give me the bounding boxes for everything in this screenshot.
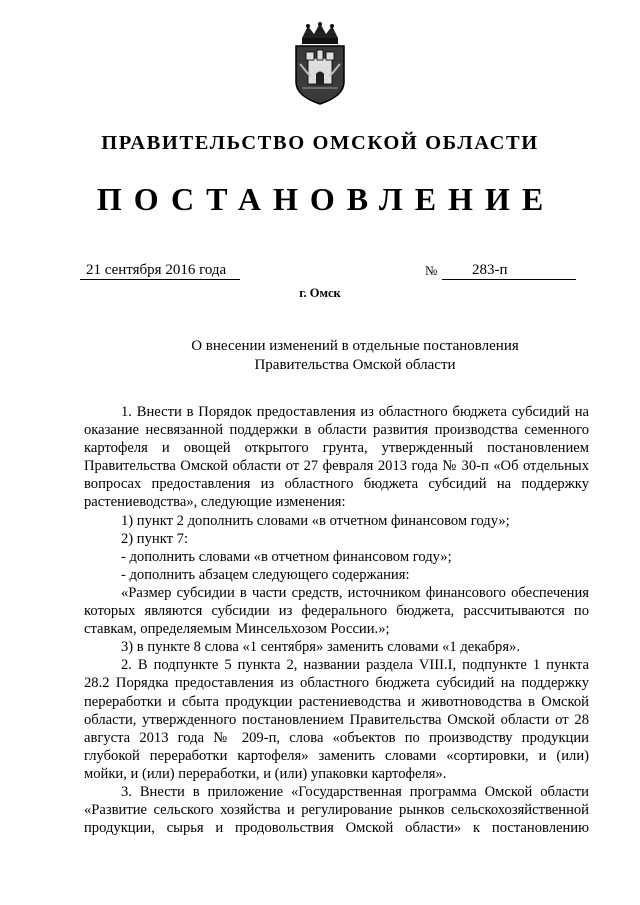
decree-number: 283-п [472,262,508,278]
city-label: г. Омск [299,286,341,300]
paragraph: - дополнить абзацем следующего содержания: [121,566,410,583]
date-underline [80,279,240,280]
paragraph: 3) в пункте 8 слова «1 сентября» заменить словами «1 декабря». [121,639,521,656]
paragraph: 3. Внести в приложение «Государственная программа Омской области «Развитие сельского хозяйства и регулирование рынков сельскохозяйственной продукции, сырья и продовольствия Омской области» к постановлению [84,783,589,837]
decree-subject [170,337,540,375]
subject-line-1: О внесении изменений в отдельные постановления [191,338,519,354]
subject-line-2: Правительства Омской области [254,357,456,373]
paragraph: 2) пункт 7: [121,530,188,547]
document-type-title: ПОСТАНОВЛЕНИЕ [96,181,556,217]
paragraph: 1. Внести в Порядок предоставления из областного бюджета субсидий на оказание несвязанной поддержки в области развития производства семенного картофеля и овощей открытого грунта, утвержденный постановлением Правительства Омской области от 27 февраля 2013 года № 30-п «Об отдельных вопросах предоставления из областного бюджета субсидий на поддержку растениеводства», следующие изменения: [84,404,589,511]
paragraph: 2. В подпункте 5 пункта 2, названии раздела VIII.I, подпункте 1 пункта 28.2 Порядка предоставления из областного бюджета субсидий на поддержку переработки и сбыта продукции растениеводства и животноводства в Омской области, утвержденного постановлением Правительства Омской области от 28 августа 2013 года № 209-п, слова «объектов по производству продукции глубокой переработки картофеля» заменить словами «сортировки, и (или) мойки, и (или) переработки, и (или) упаковки картофеля». [84,657,589,782]
paragraph: 1) пункт 2 дополнить словами «в отчетном финансовом году»; [121,512,510,529]
coat-of-arms-emblem [288,22,352,106]
paragraph: - дополнить словами «в отчетном финансовом году»; [121,548,452,565]
number-sign: № [425,263,438,278]
decree-date: 21 сентября 2016 года [86,262,227,278]
paragraph: «Размер субсидии в части средств, источником финансового обеспечения которых являются субсидии из федерального бюджета, рассчитываются по ставкам, определяемым Минсельхозом России.»; [84,584,589,638]
number-underline [442,279,576,280]
decree-number-field [442,262,576,279]
decree-body [84,403,589,837]
decree-date-field [80,262,240,279]
government-name: ПРАВИТЕЛЬСТВО ОМСКОЙ ОБЛАСТИ [101,132,539,154]
